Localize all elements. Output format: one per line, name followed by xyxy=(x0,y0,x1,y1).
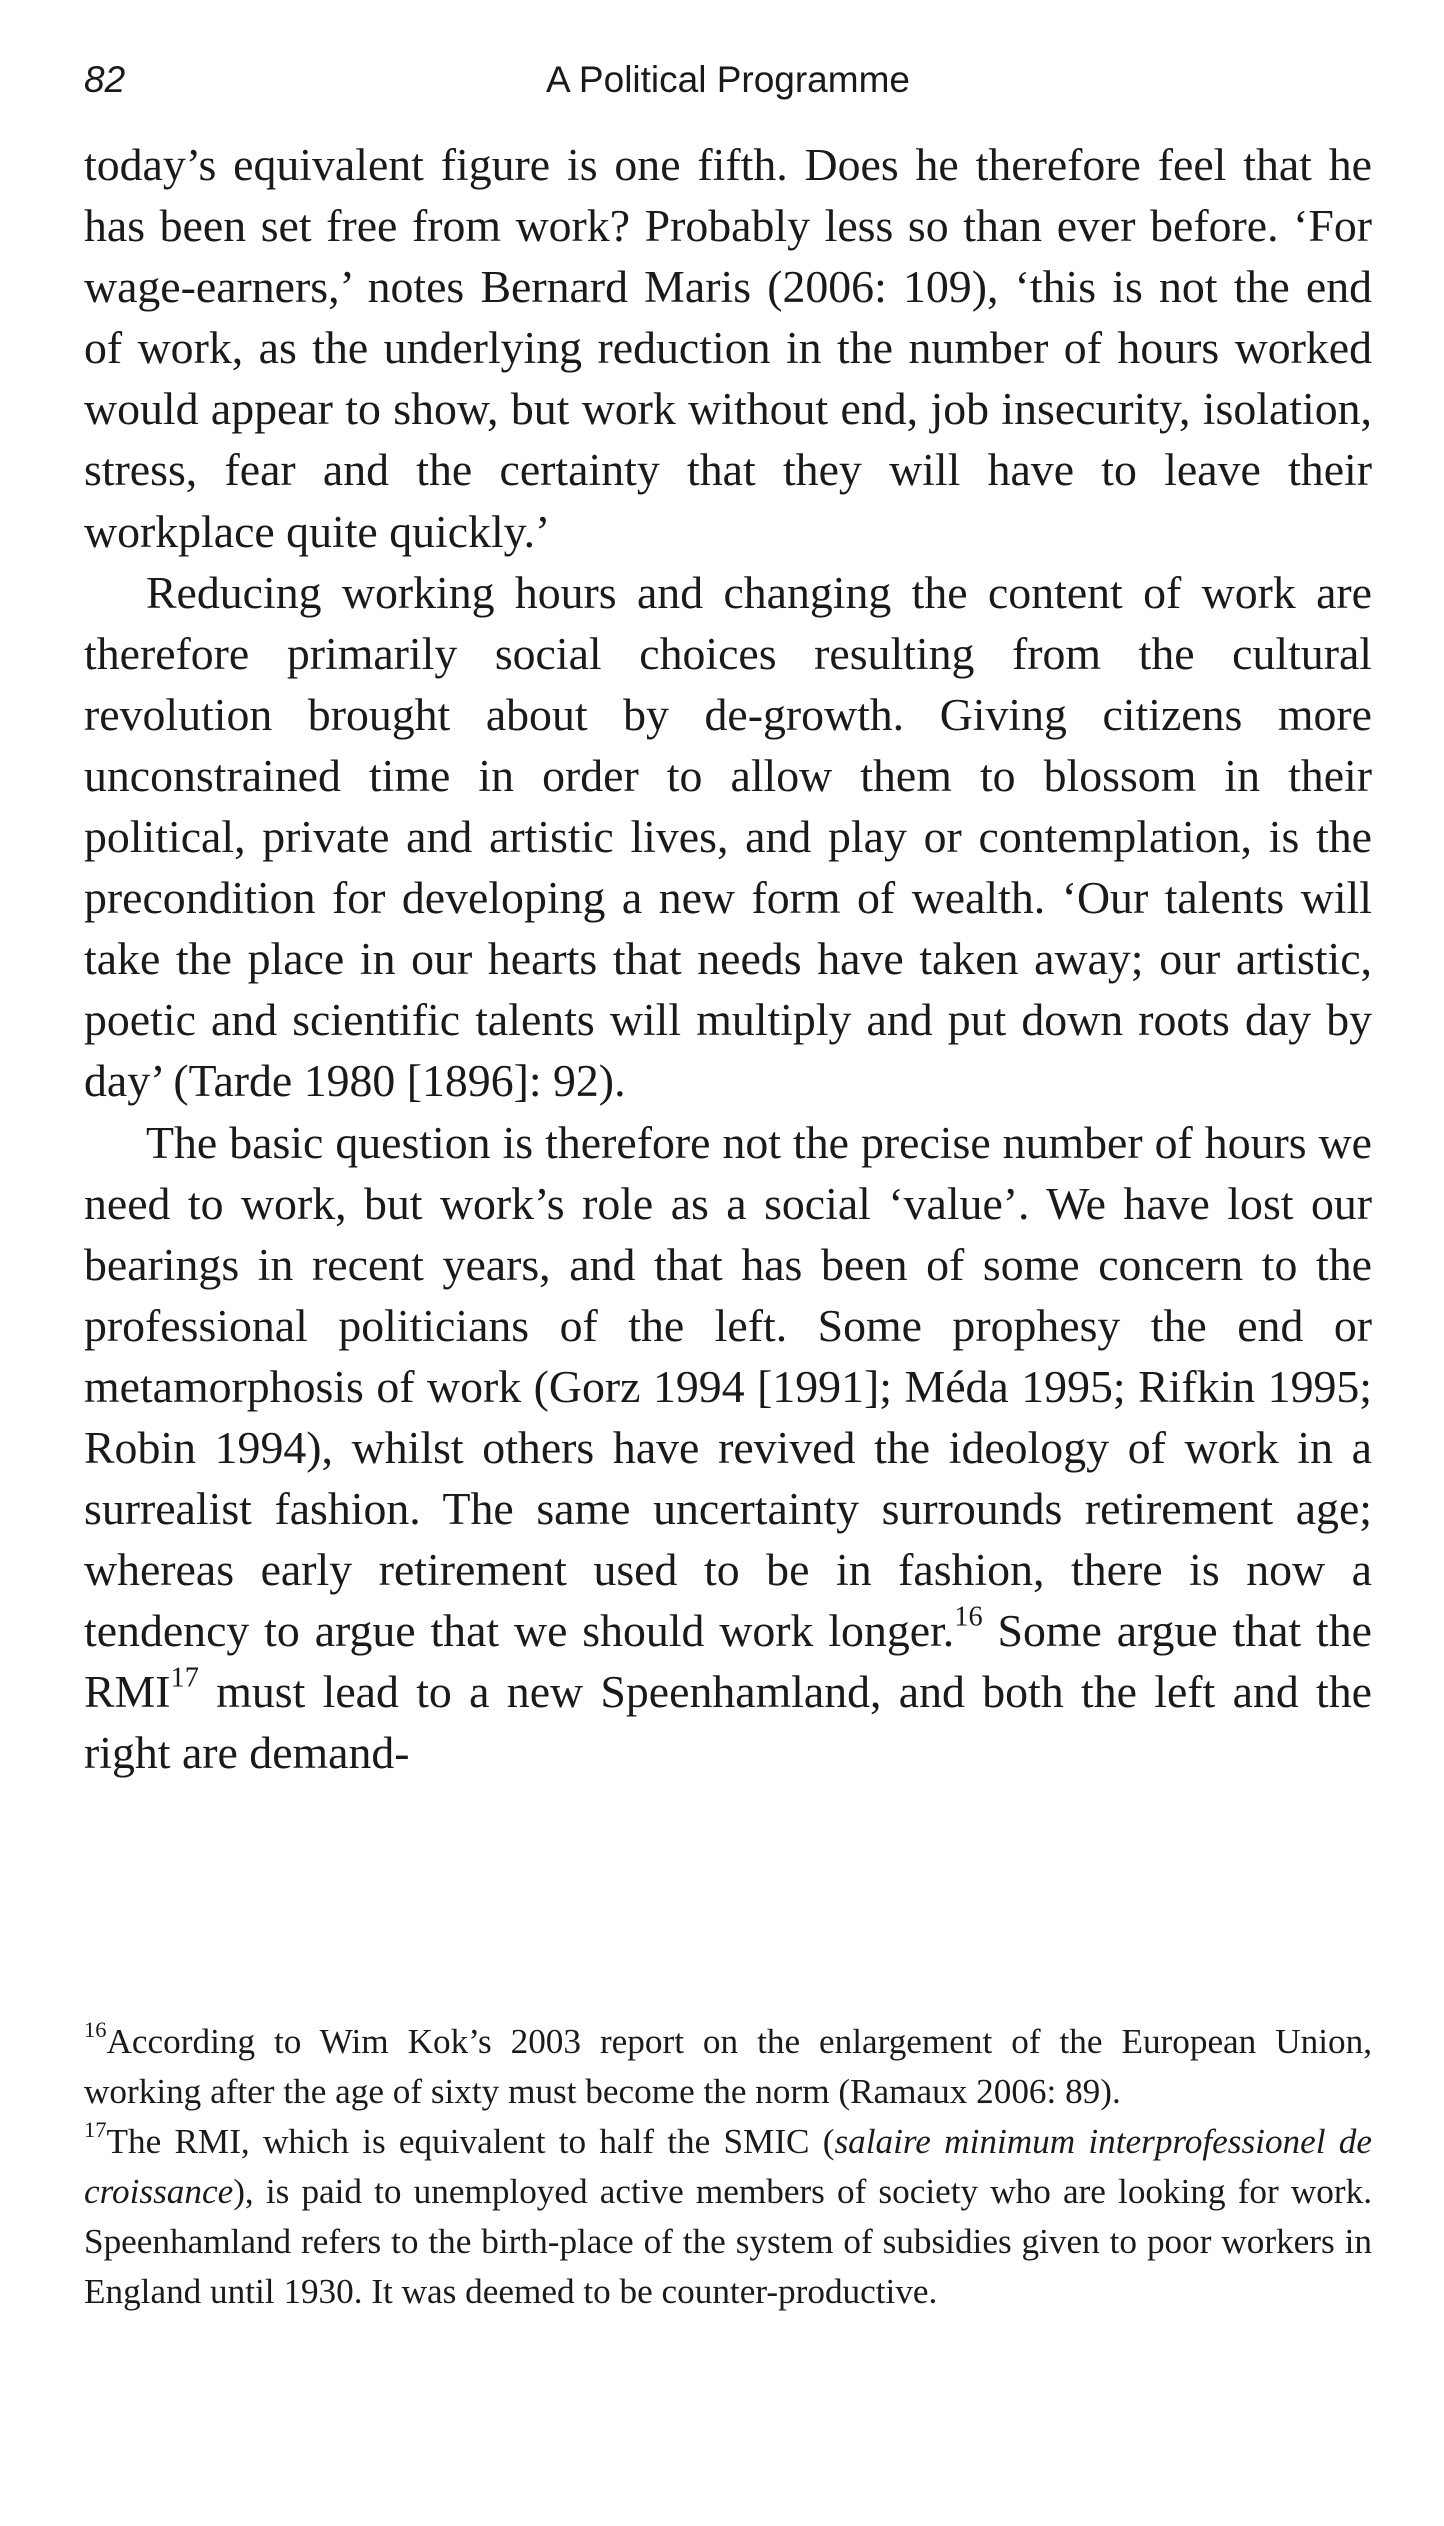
footnote-ref-16: 16 xyxy=(954,1601,983,1633)
paragraph-3 xyxy=(84,1112,1372,1784)
footnote-16-text: According to Wim Kok’s 2003 report on the enlargement of the European Union, working after the age of sixty must become the norm (Ramaux 2006: 89). xyxy=(84,2022,1372,2111)
footnote-16-marker: 16 xyxy=(84,2017,107,2043)
paragraph-3-part-3: must lead to a new Speenhamland, and both the left and the right are demand- xyxy=(84,1666,1372,1779)
paragraph-2: Reducing working hours and changing the content of work are therefore primarily social choices resulting from the cultural revolution brought about by de-growth. Giving citizens more unconstrained time in order to allow them to blossom in their political, private and artistic lives, and play or contemplation, is the precondition for developing a new form of wealth. ‘Our talents will take the place in our hearts that needs have taken away; our artistic, poetic and scientific talents will multiply and put down roots day by day’ (Tarde 1980 [1896]: 92). xyxy=(84,566,1372,1107)
running-title: A Political Programme xyxy=(546,59,910,100)
footnote-ref-17: 17 xyxy=(170,1662,199,1694)
footnote-17 xyxy=(84,2117,1372,2317)
body-text xyxy=(84,134,1372,1784)
page-number: 82 xyxy=(84,59,126,100)
footnote-16 xyxy=(84,2017,1372,2117)
paragraph-1: today’s equivalent figure is one fifth. Does he therefore feel that he has been set free from work? Probably less so than ever before. ‘For wage-earners,’ notes Bernard Maris (2006: 109), ‘this is not the end of work, as the underlying reduction in the number of hours worked would appear to show, but work without end, job insecurity, isolation, stress, fear and the certainty that they will have to leave their workplace quite quickly.’ xyxy=(84,139,1372,557)
running-head xyxy=(84,50,1372,110)
footnote-17-marker: 17 xyxy=(84,2117,107,2143)
footnote-17-text-2: ), is paid to unemployed active members of society who are looking for work. Speenhamland refers to the birth-place of the system of subsidies given to poor workers in England until 1930. It was deemed to be counter-productive. xyxy=(84,2172,1372,2311)
footnote-17-text-1: The RMI, which is equivalent to half the SMIC ( xyxy=(106,2122,835,2161)
paragraph-3-part-1: The basic question is therefore not the precise number of hours we need to work, but work’s role as a social ‘value’. We have lost our bearings in recent years, and that has been of some concern to the professional politicians of the left. Some prophesy the end or metamorphosis of work (Gorz 1994 [1991]; Méda 1995; Rifkin 1995; Robin 1994), whilst others have revived the ideology of work in a surrealist fashion. The same uncertainty surrounds retirement age; whereas early retirement used to be in fashion, there is now a tendency to argue that we should work longer. xyxy=(84,1116,1372,1657)
paragraph-3-part-2: Some argue that the RMI xyxy=(84,1605,1372,1718)
footnote-17-italic: salaire minimum interprofessionel de croissance xyxy=(84,2122,1372,2211)
footnotes xyxy=(84,2017,1372,2317)
